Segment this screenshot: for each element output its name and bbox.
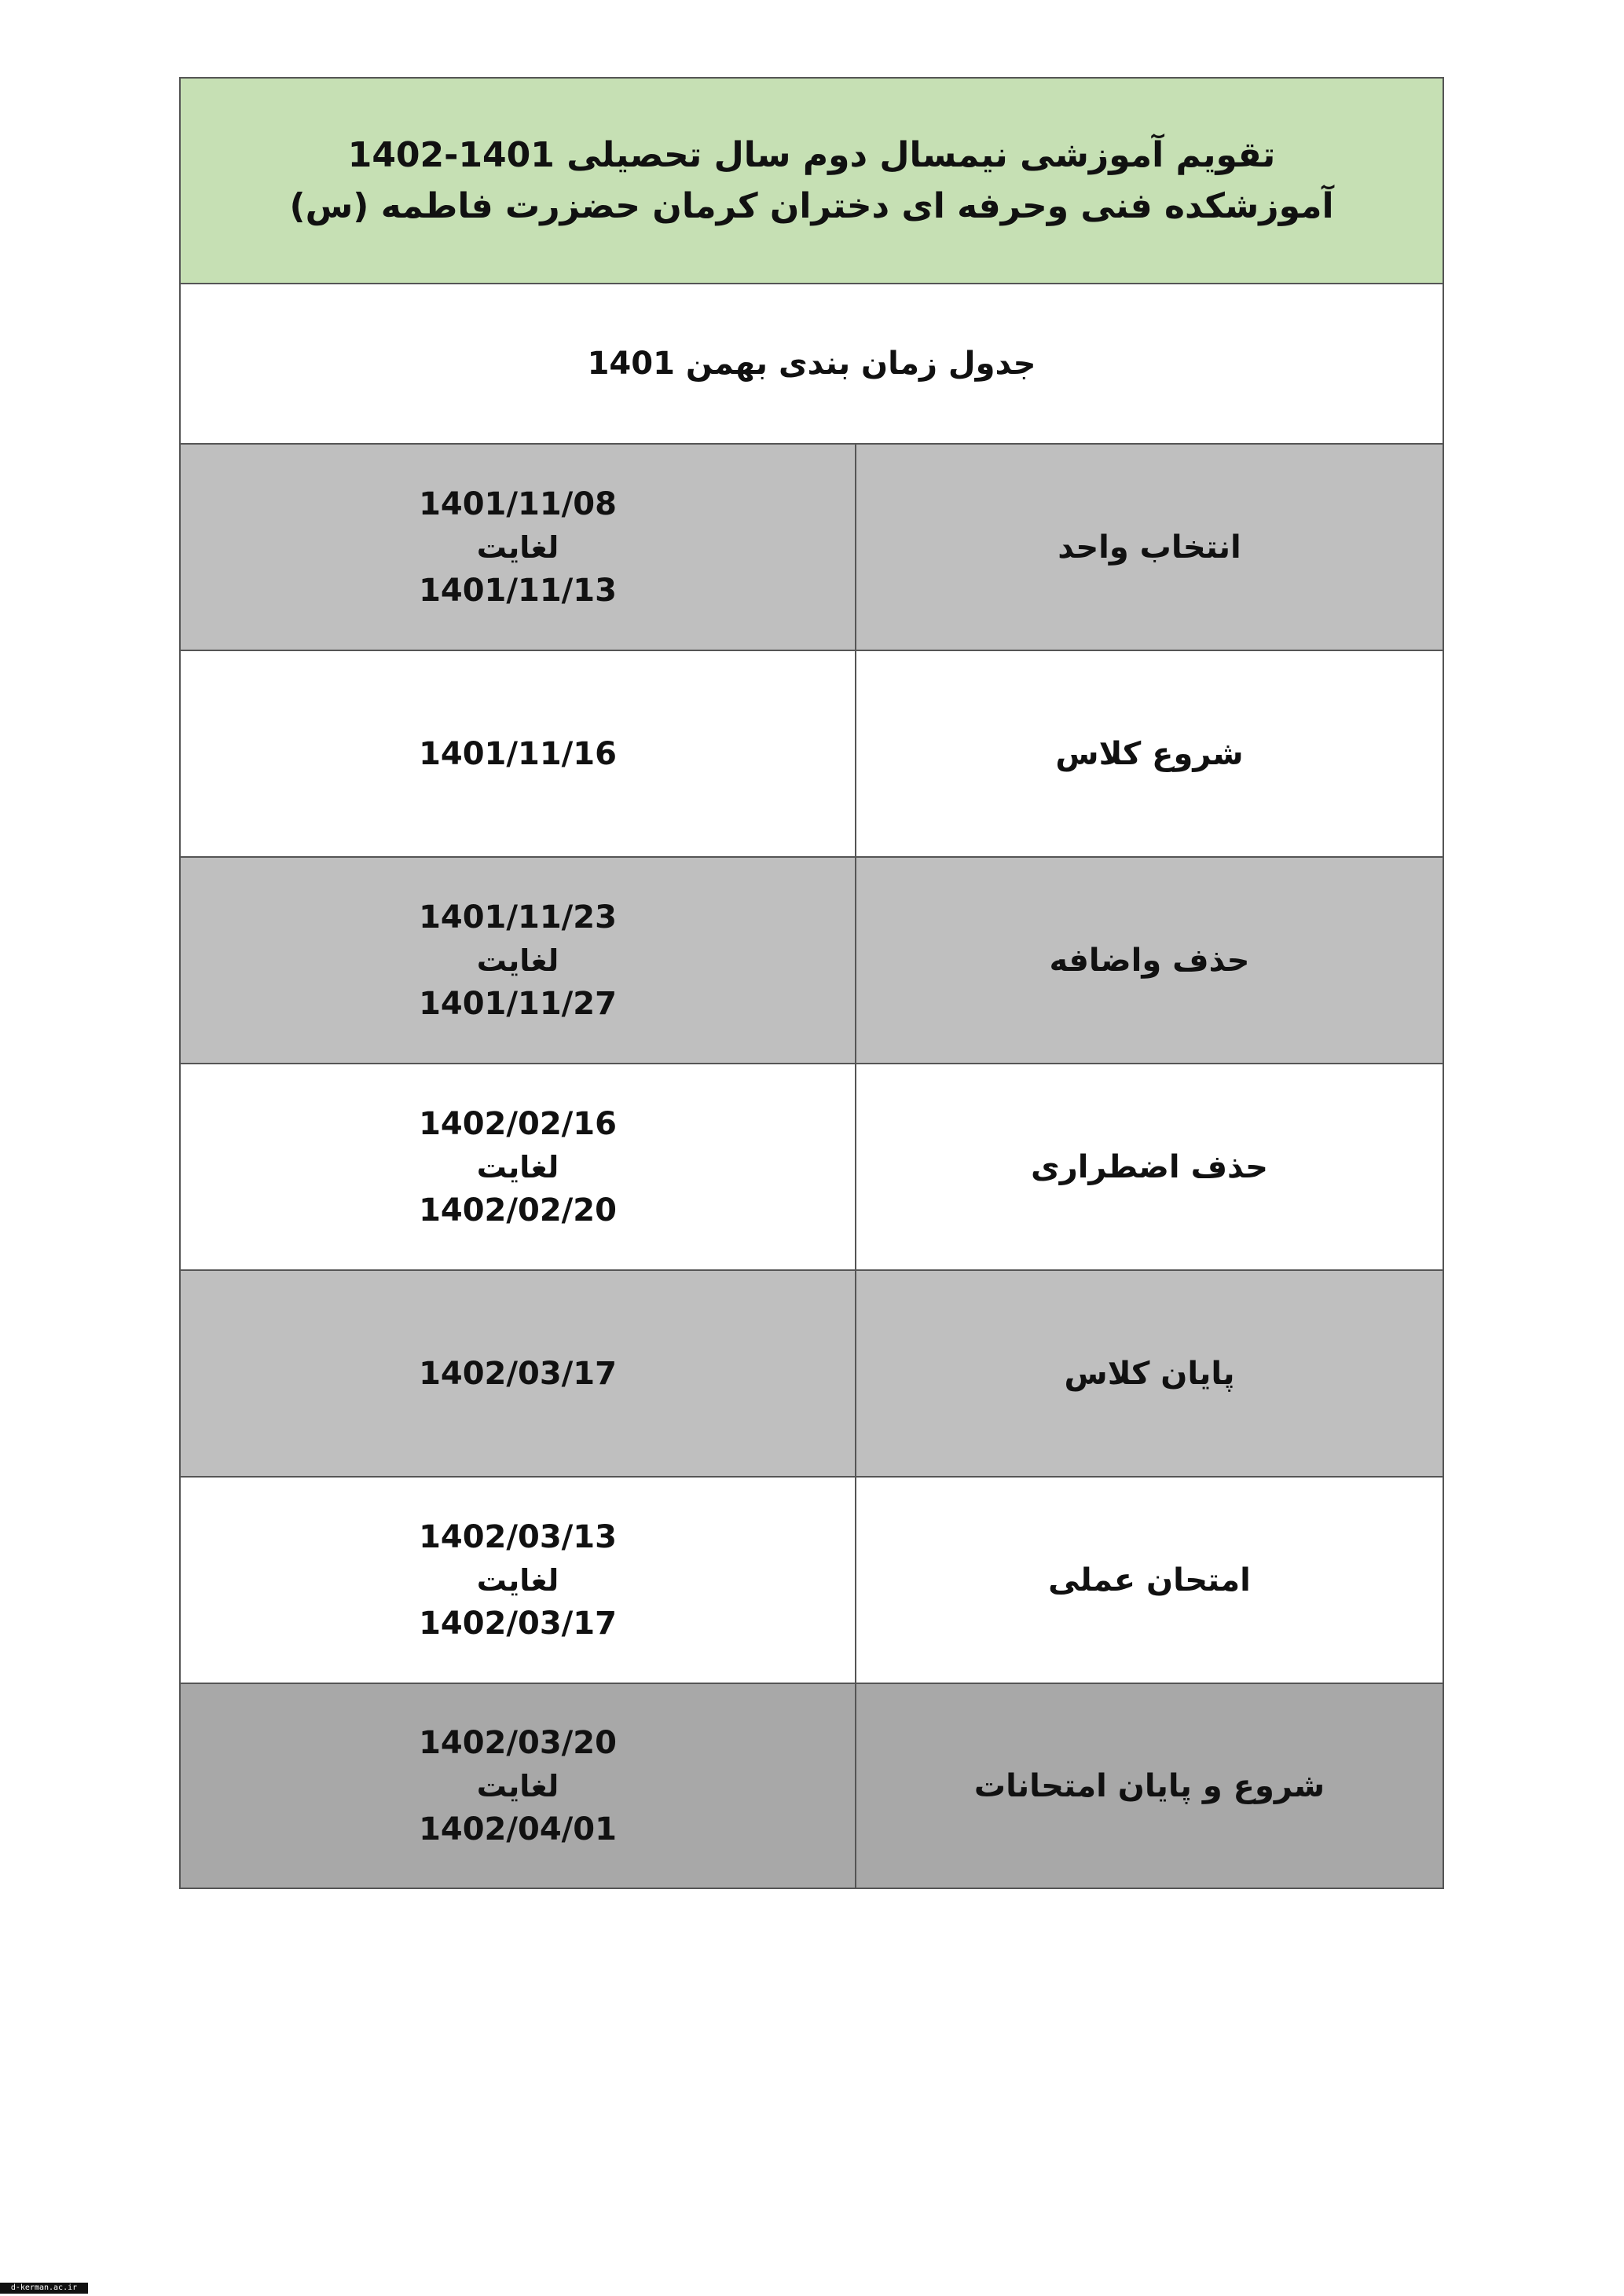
event-label: حذف اضطراری bbox=[1031, 1148, 1268, 1185]
table-row bbox=[179, 1063, 1444, 1269]
start-date: 1402/03/13 bbox=[419, 1518, 617, 1555]
title-block bbox=[179, 77, 1444, 283]
event-label: حذف واضافه bbox=[1049, 942, 1250, 979]
date-cell bbox=[181, 651, 856, 856]
label-cell bbox=[856, 651, 1443, 856]
until-word: لغایت bbox=[476, 1149, 559, 1185]
table-row bbox=[179, 856, 1444, 1063]
table-row bbox=[179, 1476, 1444, 1683]
calendar-sheet bbox=[179, 77, 1444, 1889]
label-cell bbox=[856, 1064, 1443, 1269]
until-word: لغایت bbox=[476, 1562, 559, 1598]
start-date: 1402/03/20 bbox=[419, 1724, 617, 1761]
date-cell bbox=[181, 1684, 856, 1888]
table-row bbox=[179, 443, 1444, 650]
label-cell bbox=[856, 445, 1443, 650]
date-cell bbox=[181, 1271, 856, 1476]
date-cell bbox=[181, 858, 856, 1063]
start-date: 1402/03/17 bbox=[419, 1355, 617, 1392]
until-word: لغایت bbox=[476, 1768, 559, 1803]
date-cell bbox=[181, 1064, 856, 1269]
end-date: 1402/04/01 bbox=[419, 1811, 617, 1847]
label-cell bbox=[856, 858, 1443, 1063]
event-label: انتخاب واحد bbox=[1058, 529, 1241, 566]
until-word: لغایت bbox=[476, 529, 559, 565]
table-row bbox=[179, 1683, 1444, 1889]
label-cell bbox=[856, 1478, 1443, 1683]
start-date: 1401/11/23 bbox=[419, 899, 617, 936]
label-cell bbox=[856, 1684, 1443, 1888]
event-label: امتحان عملی bbox=[1048, 1562, 1251, 1598]
label-cell bbox=[856, 1271, 1443, 1476]
end-date: 1401/11/13 bbox=[419, 572, 617, 609]
table-caption: جدول زمان بندی بهمن 1401 bbox=[587, 346, 1036, 382]
event-label: پایان کلاس bbox=[1064, 1355, 1235, 1392]
subtitle-block bbox=[179, 283, 1444, 443]
event-label: شروع و پایان امتحانات bbox=[973, 1767, 1325, 1804]
table-row bbox=[179, 650, 1444, 856]
date-cell bbox=[181, 445, 856, 650]
start-date: 1402/02/16 bbox=[419, 1105, 617, 1142]
until-word: لغایت bbox=[476, 943, 559, 978]
start-date: 1401/11/08 bbox=[419, 485, 617, 522]
table-row bbox=[179, 1269, 1444, 1476]
end-date: 1401/11/27 bbox=[419, 985, 617, 1022]
footer-watermark: d-kerman.ac.ir bbox=[0, 2283, 88, 2294]
event-label: شروع کلاس bbox=[1055, 735, 1244, 772]
page-title: تقویم آموزشی نیمسال دوم سال تحصیلی 1401-1402 bbox=[347, 135, 1276, 175]
institution-name: آموزشکده فنی وحرفه ای دختران کرمان حضزرت فاطمه (س) bbox=[289, 186, 1334, 226]
start-date: 1401/11/16 bbox=[419, 735, 617, 772]
date-cell bbox=[181, 1478, 856, 1683]
end-date: 1402/02/20 bbox=[419, 1192, 617, 1229]
end-date: 1402/03/17 bbox=[419, 1605, 617, 1642]
